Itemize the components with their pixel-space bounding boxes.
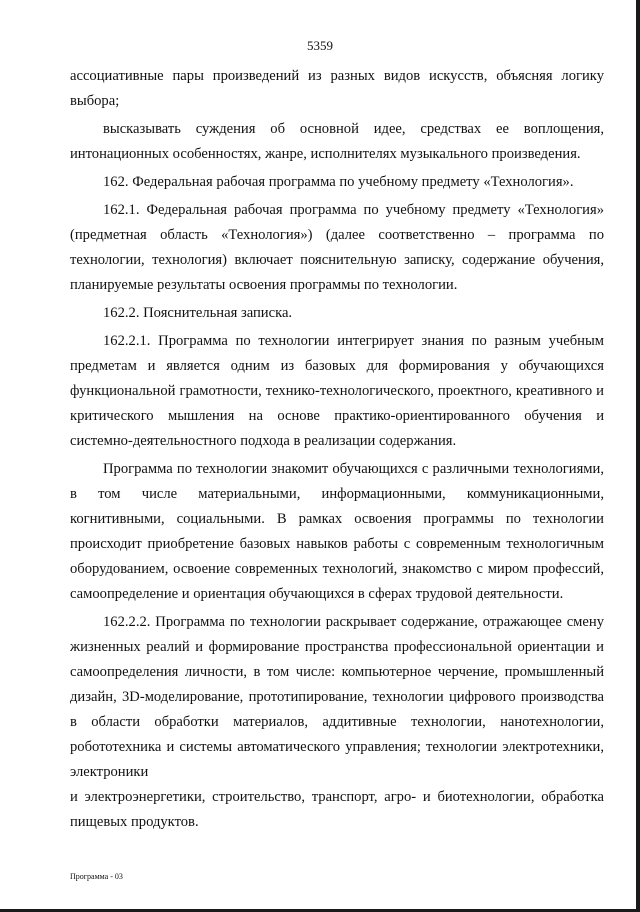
document-body <box>70 64 604 835</box>
section-heading-162: 162. Федеральная рабочая программа по учебному предмету «Технология». <box>103 174 574 190</box>
paragraph-continuation: ассоциативные пары произведений из разных видов искусств, объясняя логику выбора; <box>70 68 604 109</box>
paragraph-162-2-2: 162.2.2. Программа по технологии раскрывает содержание, отражающее смену жизненных реалий и формирование пространства профессиональной ориентации и самоопределения личности, в том числе: компьютерное черчение, промышленный дизайн, 3D-моделирование, прототипирование, технологии цифрового производства в области обработки материалов, аддитивные технологии, нанотехнологии, робототехника и системы автоматического управления; технологии электротехники, электроники <box>70 614 604 780</box>
paragraph-162-2-2-continuation: и электроэнергетики, строительство, транспорт, агро- и биотехнологии, обработка пищевых продуктов. <box>70 789 604 830</box>
paragraph-skill: высказывать суждения об основной идее, средствах ее воплощения, интонационных особенностях, жанре, исполнителях музыкального произведения. <box>70 121 604 162</box>
paragraph-technologies: Программа по технологии знакомит обучающихся с различными технологиями, в том числе материальными, информационными, коммуникационными, когнитивными, социальными. В рамках освоения программы по технологии происходит приобретение базовых навыков работы с современным технологичным оборудованием, освоение современных технологий, знакомство с миром профессий, самоопределение и ориентация обучающихся в сферах трудовой деятельности. <box>70 461 604 602</box>
paragraph-162-2-1: 162.2.1. Программа по технологии интегрирует знания по разным учебным предметам и является одним из базовых для формирования у обучающихся функциональной грамотности, технико-технологического, проектного, креативного и критического мышления на основе практико-ориентированного обучения и системно-деятельностного подхода в реализации содержания. <box>70 333 604 449</box>
paragraph-162-1: 162.1. Федеральная рабочая программа по учебному предмету «Технология» (предметная область «Технология») (далее соответственно – программа по технологии, технология) включает пояснительную записку, содержание обучения, планируемые результаты освоения программы по технологии. <box>70 202 604 293</box>
scan-border-right <box>636 0 640 912</box>
section-heading-162-2: 162.2. Пояснительная записка. <box>103 305 293 321</box>
page-number: 5359 <box>307 38 333 53</box>
footer-label: Программа - 03 <box>70 872 123 881</box>
